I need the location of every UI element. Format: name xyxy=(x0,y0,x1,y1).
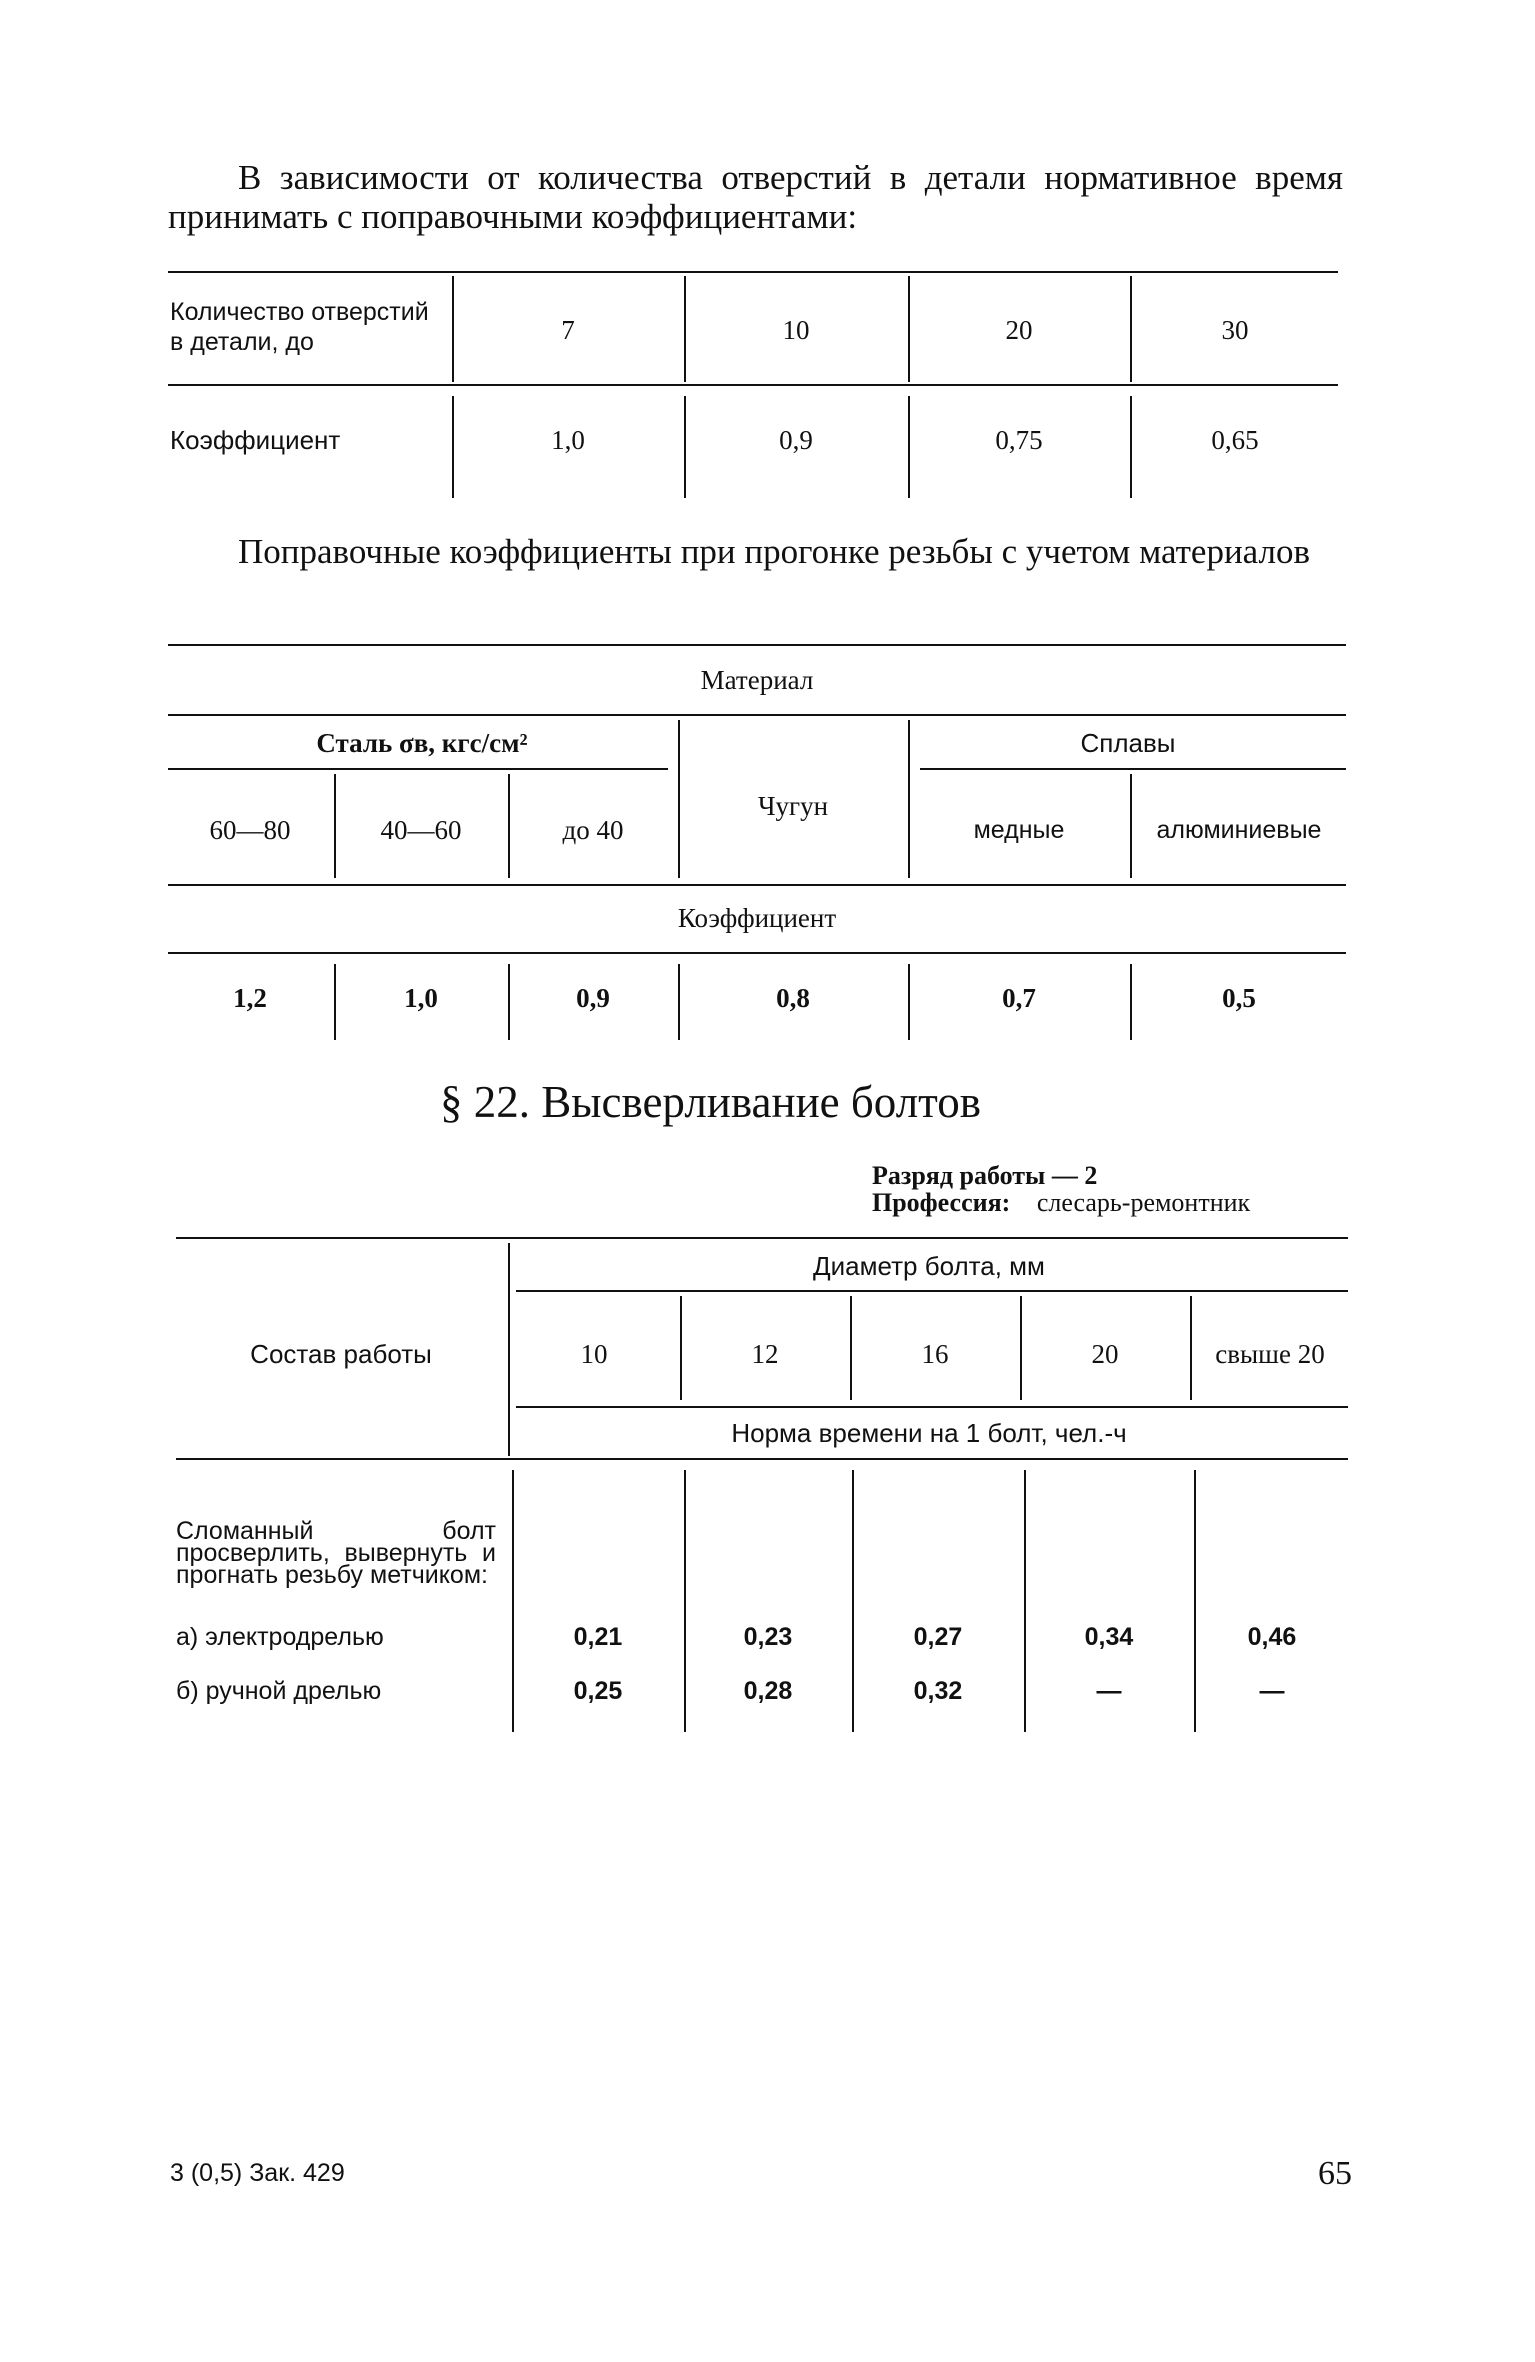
steel-header: Сталь σв, кгс/см² xyxy=(316,727,528,758)
material-coefficient: 1,0 xyxy=(404,982,438,1013)
diameter-value: 20 xyxy=(1091,1338,1119,1369)
time-value: — xyxy=(1259,1676,1285,1705)
work-composition-header: Состав работы xyxy=(250,1338,432,1369)
time-value: 0,23 xyxy=(743,1622,793,1651)
holes-value: 7 xyxy=(561,314,575,345)
row-label-hand-drill: б) ручной дрелью xyxy=(176,1677,382,1705)
alloy-aluminium-label: алюминиевые xyxy=(1156,815,1322,844)
time-value: 0,32 xyxy=(913,1676,963,1705)
profession-label: Профессия: xyxy=(872,1188,1011,1217)
diameter-value: 12 xyxy=(751,1338,779,1369)
time-value: 0,46 xyxy=(1247,1622,1297,1651)
coefficient-value: 0,65 xyxy=(1211,424,1259,455)
coefficient-value: 0,9 xyxy=(779,424,813,455)
bolt-diameter-header: Диаметр болта, мм xyxy=(813,1250,1045,1281)
work-description: Сломанный болт просверлить, вывернуть и прогнать резьбу метчиком: xyxy=(176,1517,496,1589)
coefficient-value: 1,0 xyxy=(551,424,585,455)
time-value: 0,28 xyxy=(743,1676,793,1705)
materials-paragraph: Поправочные коэффициенты при прогонке резьбы с учетом материалов xyxy=(238,532,1311,571)
coefficient-value: 0,75 xyxy=(995,424,1043,455)
steel-range: 60—80 xyxy=(209,814,291,845)
time-value: — xyxy=(1096,1676,1122,1705)
material-coefficient: 1,2 xyxy=(233,982,267,1013)
diameter-value: 10 xyxy=(580,1338,608,1369)
intro-paragraph: В зависимости от количества отверстий в детали нормативное время принимать с поправочными коэффициентами: xyxy=(168,158,1343,236)
time-norm-header: Норма времени на 1 болт, чел.-ч xyxy=(731,1417,1127,1448)
coefficient-header: Коэффициент xyxy=(677,902,837,933)
steel-range: до 40 xyxy=(562,814,624,845)
row-label-electric-drill: а) электродрелью xyxy=(176,1623,384,1651)
material-coefficient: 0,8 xyxy=(776,982,810,1013)
section-title: § 22. Высверливание болтов xyxy=(440,1077,981,1127)
alloys-header: Сплавы xyxy=(1080,727,1176,758)
diameter-value: свыше 20 xyxy=(1215,1338,1325,1369)
steel-range: 40—60 xyxy=(380,814,462,845)
material-coefficient: 0,7 xyxy=(1002,982,1036,1013)
time-value: 0,21 xyxy=(573,1622,623,1651)
diameter-value: 16 xyxy=(921,1338,949,1369)
page-number: 65 xyxy=(1318,2155,1352,2192)
profession-line xyxy=(872,1189,1250,1217)
holes-value: 20 xyxy=(1005,314,1033,345)
alloy-copper-label: медные xyxy=(973,815,1065,844)
holes-value: 30 xyxy=(1221,314,1249,345)
cast-iron-label: Чугун xyxy=(757,790,829,821)
order-note: 3 (0,5) Зак. 429 xyxy=(170,2159,345,2187)
coefficient-row-label: Коэффициент xyxy=(170,424,341,455)
time-value: 0,25 xyxy=(573,1676,623,1705)
time-value: 0,27 xyxy=(913,1622,963,1651)
time-value: 0,34 xyxy=(1084,1622,1134,1651)
work-grade: Разряд работы — 2 xyxy=(872,1161,1098,1190)
material-coefficient: 0,5 xyxy=(1222,982,1256,1013)
profession-value: слесарь-ремонтник xyxy=(1036,1188,1251,1217)
material-coefficient: 0,9 xyxy=(576,982,610,1013)
material-header: Материал xyxy=(700,664,814,695)
holes-value: 10 xyxy=(782,314,810,345)
holes-header-label: Количество отверстий в детали, до xyxy=(170,298,429,356)
